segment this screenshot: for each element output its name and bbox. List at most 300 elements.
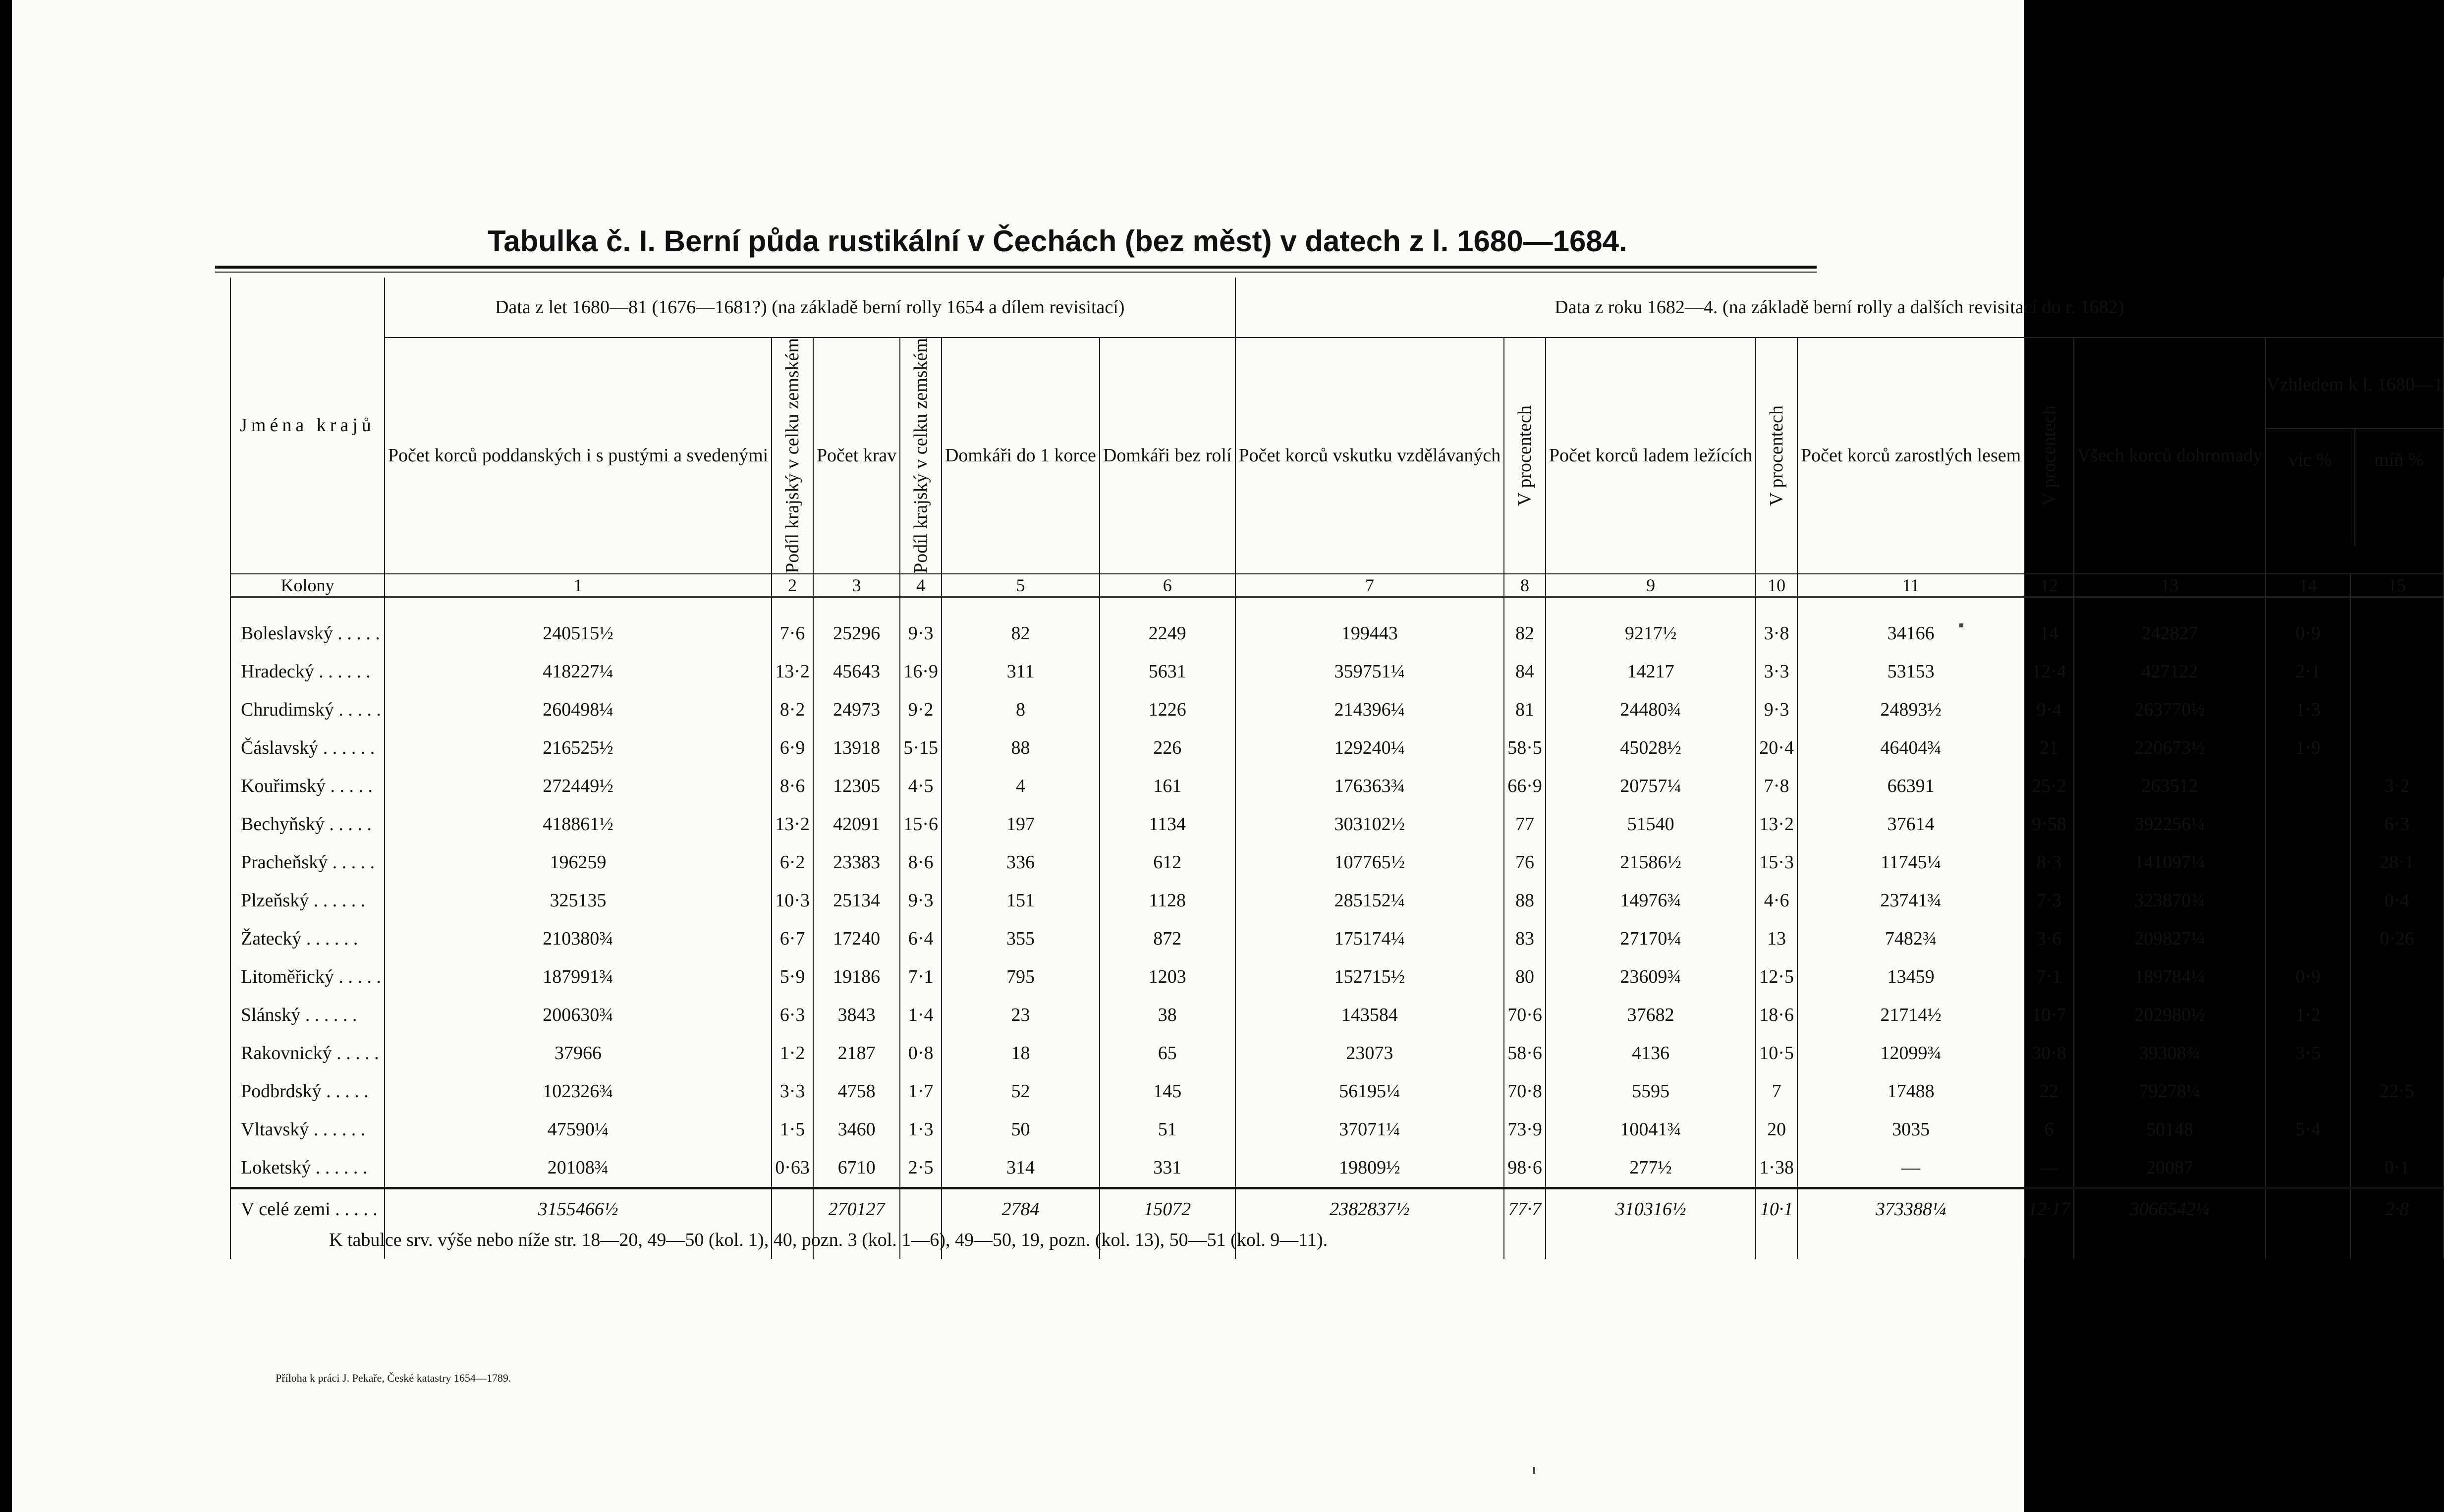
table-cell: 20 xyxy=(1756,1111,1797,1149)
region-name: Rakovnický . . . . . xyxy=(230,1034,385,1072)
table-cell: 199443 xyxy=(1235,615,1504,653)
table-cell: 226 xyxy=(1100,729,1235,767)
column-number: 13 xyxy=(2074,574,2266,597)
table-cell: 9·4 xyxy=(2024,691,2074,729)
table-title: Tabulka č. I. Berní půda rustikální v Čechách (bez měst) v datech z l. 1680—1684. xyxy=(488,224,1627,258)
table-cell: 21 xyxy=(2024,729,2074,767)
table-cell: 3843 xyxy=(813,996,900,1034)
table-cell: 23 xyxy=(942,996,1100,1034)
table-cell: 23741¾ xyxy=(1797,882,2024,920)
table-cell xyxy=(2266,805,2350,843)
footer-credit: Příloha k práci J. Pekaře, České katastry 1654—1789. xyxy=(276,1372,511,1384)
table-cell: 4·6 xyxy=(1756,882,1797,920)
table-cell: 14217 xyxy=(1546,653,1756,691)
table-cell: 45028½ xyxy=(1546,729,1756,767)
table-row xyxy=(230,653,2444,691)
table-cell: 21714½ xyxy=(1797,996,2024,1034)
table-cell: 7482¾ xyxy=(1797,920,2024,958)
table-cell: 51 xyxy=(1100,1111,1235,1149)
table-cell: 872 xyxy=(1100,920,1235,958)
table-cell: 12·4 xyxy=(2024,653,2074,691)
region-name: Chrudimský . . . . . xyxy=(230,691,385,729)
table-cell: 202980½ xyxy=(2074,996,2266,1034)
table-cell: 13·2 xyxy=(772,805,813,843)
table-row xyxy=(230,920,2444,958)
table-cell: 6·4 xyxy=(900,920,942,958)
total-cell: 10·1 xyxy=(1756,1188,1797,1229)
table-cell: 1·38 xyxy=(1756,1149,1797,1188)
table-cell: 52 xyxy=(942,1072,1100,1111)
table-cell: 82 xyxy=(1504,615,1546,653)
table-cell: 152715½ xyxy=(1235,958,1504,996)
table-cell: 355 xyxy=(942,920,1100,958)
table-cell: 427122 xyxy=(2074,653,2266,691)
column-number: 14 xyxy=(2266,574,2350,597)
table-cell: 66·9 xyxy=(1504,767,1546,805)
table-cell: 23609¾ xyxy=(1546,958,1756,996)
table-cell: 20·4 xyxy=(1756,729,1797,767)
region-name: Čáslavský . . . . . . xyxy=(230,729,385,767)
table-cell: 27170¼ xyxy=(1546,920,1756,958)
column-number: 5 xyxy=(942,574,1100,597)
table-cell: 6 xyxy=(2024,1111,2074,1149)
table-cell: 151 xyxy=(942,882,1100,920)
table-cell: 82 xyxy=(942,615,1100,653)
table-cell: 20108¾ xyxy=(385,1149,772,1188)
table-cell: 5·15 xyxy=(900,729,942,767)
table-cell: 17488 xyxy=(1797,1072,2024,1111)
table-cell: 392256¼ xyxy=(2074,805,2266,843)
table-cell: 1·4 xyxy=(900,996,942,1034)
region-name: Bechyňský . . . . . xyxy=(230,805,385,843)
header-group-2: Data z roku 1682—4. (na základě berní rolly a dalších revisitací do r. 1682) xyxy=(1235,278,2444,337)
table-cell: 8·6 xyxy=(900,843,942,882)
table-cell: 50148 xyxy=(2074,1111,2266,1149)
table-cell: 51540 xyxy=(1546,805,1756,843)
table-cell: 24973 xyxy=(813,691,900,729)
table-cell: 242827 xyxy=(2074,615,2266,653)
table-cell: 18 xyxy=(942,1034,1100,1072)
table-cell: 13459 xyxy=(1797,958,2024,996)
table-cell: 8·6 xyxy=(772,767,813,805)
table-cell: 79278¼ xyxy=(2074,1072,2266,1111)
total-cell: 3066542¼ xyxy=(2074,1188,2266,1229)
column-number: 3 xyxy=(813,574,900,597)
table-cell xyxy=(2266,767,2350,805)
column-number: 1 xyxy=(385,574,772,597)
table-cell: 16·9 xyxy=(900,653,942,691)
table-cell: 88 xyxy=(942,729,1100,767)
region-name: Boleslavský . . . . . xyxy=(230,615,385,653)
table-cell: 6·9 xyxy=(772,729,813,767)
table-cell: 6·3 xyxy=(772,996,813,1034)
table-row xyxy=(230,958,2444,996)
kolony-label: Kolony xyxy=(230,574,385,597)
table-cell: 9217½ xyxy=(1546,615,1756,653)
table-cell: 19809½ xyxy=(1235,1149,1504,1188)
table-row xyxy=(230,1111,2444,1149)
region-name: Hradecký . . . . . . xyxy=(230,653,385,691)
table-cell: 6·7 xyxy=(772,920,813,958)
column-number: 12 xyxy=(2024,574,2074,597)
table-cell: 7·6 xyxy=(772,615,813,653)
table-cell: 20757¼ xyxy=(1546,767,1756,805)
header-col-3: Počet krav xyxy=(813,337,900,574)
table-cell: 53153 xyxy=(1797,653,2024,691)
table-row xyxy=(230,843,2444,882)
table-cell: 7 xyxy=(1756,1072,1797,1111)
table-cell: 17240 xyxy=(813,920,900,958)
table-cell: 83 xyxy=(1504,920,1546,958)
table-cell: 6·2 xyxy=(772,843,813,882)
table-cell: 50 xyxy=(942,1111,1100,1149)
table-cell: 4·5 xyxy=(900,767,942,805)
region-name: Pracheňský . . . . . xyxy=(230,843,385,882)
table-cell: 38 xyxy=(1100,996,1235,1034)
table-cell: 5631 xyxy=(1100,653,1235,691)
table-cell: 0·4 xyxy=(2350,882,2444,920)
table-cell: 331 xyxy=(1100,1149,1235,1188)
table-cell: 6710 xyxy=(813,1149,900,1188)
table-cell: 88 xyxy=(1504,882,1546,920)
table-cell: 196259 xyxy=(385,843,772,882)
table-cell: 21586½ xyxy=(1546,843,1756,882)
table-cell: 7·8 xyxy=(1756,767,1797,805)
table-cell: 25·2 xyxy=(2024,767,2074,805)
table-cell: 4136 xyxy=(1546,1034,1756,1072)
table-row xyxy=(230,996,2444,1034)
table-row xyxy=(230,1072,2444,1111)
column-number: 11 xyxy=(1797,574,2024,597)
table-cell: 11745¼ xyxy=(1797,843,2024,882)
region-name: Slánský . . . . . . xyxy=(230,996,385,1034)
table-cell: 3·6 xyxy=(2024,920,2074,958)
column-number: 9 xyxy=(1546,574,1756,597)
header-group-1: Data z let 1680—81 (1676—1681?) (na základě berní rolly 1654 a dílem revisitací) xyxy=(385,278,1235,337)
table-cell: 272449½ xyxy=(385,767,772,805)
table-row xyxy=(230,729,2444,767)
total-cell: 2382837½ xyxy=(1235,1188,1504,1229)
table-cell: 39308¾ xyxy=(2074,1034,2266,1072)
column-number: 6 xyxy=(1100,574,1235,597)
table-cell: 1134 xyxy=(1100,805,1235,843)
table-cell: 359751¼ xyxy=(1235,653,1504,691)
table-cell: 214396¼ xyxy=(1235,691,1504,729)
table-cell: 3·8 xyxy=(1756,615,1797,653)
table-cell: 77 xyxy=(1504,805,1546,843)
table-cell: 1·9 xyxy=(2266,729,2350,767)
header-vzhledem: Vzhledem k l. 1680—1 víc % míň % xyxy=(2266,337,2444,574)
header-col-4: Podíl krajský v celku zemském xyxy=(900,337,942,574)
table-cell: 1·5 xyxy=(772,1111,813,1149)
column-number: 7 xyxy=(1235,574,1504,597)
table-cell: 102326¾ xyxy=(385,1072,772,1111)
table-cell: 210380¾ xyxy=(385,920,772,958)
table-cell: 24480¾ xyxy=(1546,691,1756,729)
table-cell: 25134 xyxy=(813,882,900,920)
table-cell: 13918 xyxy=(813,729,900,767)
table-row xyxy=(230,882,2444,920)
table-cell: 263512 xyxy=(2074,767,2266,805)
table-cell: 107765½ xyxy=(1235,843,1504,882)
header-col-2: Podíl krajský v celku zemském xyxy=(772,337,813,574)
column-number-row xyxy=(230,574,2444,597)
total-cell: 77·7 xyxy=(1504,1188,1546,1229)
total-cell: 15072 xyxy=(1100,1188,1235,1229)
table-cell: 161 xyxy=(1100,767,1235,805)
table-cell: 7·1 xyxy=(2024,958,2074,996)
table-cell: 28·1 xyxy=(2350,843,2444,882)
table-cell: 200630¾ xyxy=(385,996,772,1034)
table-cell: 187991¾ xyxy=(385,958,772,996)
table-cell: 9·58 xyxy=(2024,805,2074,843)
region-name: Kouřimský . . . . . xyxy=(230,767,385,805)
scan-speck xyxy=(1533,1467,1535,1474)
table-cell: 13·2 xyxy=(772,653,813,691)
total-cell: 270127 xyxy=(813,1188,900,1229)
table-cell: 9·3 xyxy=(900,615,942,653)
table-cell xyxy=(2350,1034,2444,1072)
table-cell: 25296 xyxy=(813,615,900,653)
table-cell: 260498¼ xyxy=(385,691,772,729)
table-cell: 5595 xyxy=(1546,1072,1756,1111)
scanned-page xyxy=(12,0,2443,1512)
table-cell: 24893½ xyxy=(1797,691,2024,729)
table-cell: 1·2 xyxy=(2266,996,2350,1034)
table-cell: 336 xyxy=(942,843,1100,882)
table-cell: 10·5 xyxy=(1756,1034,1797,1072)
table-cell: 3·2 xyxy=(2350,767,2444,805)
header-col-14: víc % xyxy=(2266,429,2355,546)
table-cell xyxy=(2350,653,2444,691)
table-cell: 58·5 xyxy=(1504,729,1546,767)
header-col-10: V procentech xyxy=(1756,337,1797,574)
table-cell: 80 xyxy=(1504,958,1546,996)
table-cell: 0·8 xyxy=(900,1034,942,1072)
total-cell xyxy=(772,1188,813,1229)
table-cell: 3·5 xyxy=(2266,1034,2350,1072)
table-cell: 129240¼ xyxy=(1235,729,1504,767)
table-row xyxy=(230,615,2444,653)
table-cell: 42091 xyxy=(813,805,900,843)
table-cell: 14976¾ xyxy=(1546,882,1756,920)
table-cell: 1·7 xyxy=(900,1072,942,1111)
table-cell: 209827¼ xyxy=(2074,920,2266,958)
table-cell: 10041¾ xyxy=(1546,1111,1756,1149)
table-cell: 189784¼ xyxy=(2074,958,2266,996)
table-cell: 2249 xyxy=(1100,615,1235,653)
table-cell xyxy=(2350,691,2444,729)
table-cell: 58·6 xyxy=(1504,1034,1546,1072)
table-cell: 141097¼ xyxy=(2074,843,2266,882)
table-cell: 0·26 xyxy=(2350,920,2444,958)
total-cell: 2784 xyxy=(942,1188,1100,1229)
table-cell: 6·3 xyxy=(2350,805,2444,843)
table-cell: 22 xyxy=(2024,1072,2074,1111)
table-cell: 8·3 xyxy=(2024,843,2074,882)
total-cell: 12·17 xyxy=(2024,1188,2074,1229)
table-cell: 418227¼ xyxy=(385,653,772,691)
total-label: V celé zemi . . . . . xyxy=(230,1188,385,1229)
table-cell: 4 xyxy=(942,767,1100,805)
table-cell: 45643 xyxy=(813,653,900,691)
top-rule-thin xyxy=(215,272,1817,273)
region-name: Podbrdský . . . . . xyxy=(230,1072,385,1111)
table-cell: 3460 xyxy=(813,1111,900,1149)
table-cell: 0·1 xyxy=(2350,1149,2444,1188)
table-cell: 220673½ xyxy=(2074,729,2266,767)
header-names: Jména krajů xyxy=(230,278,385,574)
table-row xyxy=(230,767,2444,805)
table-cell: 285152¼ xyxy=(1235,882,1504,920)
table-cell: — xyxy=(2024,1149,2074,1188)
table-cell: 8 xyxy=(942,691,1100,729)
table-cell: 175174¼ xyxy=(1235,920,1504,958)
table-cell: 65 xyxy=(1100,1034,1235,1072)
table-cell: 1128 xyxy=(1100,882,1235,920)
table-cell: 197 xyxy=(942,805,1100,843)
table-cell: 323870¾ xyxy=(2074,882,2266,920)
table-cell: 0·9 xyxy=(2266,958,2350,996)
table-cell: 9·3 xyxy=(1756,691,1797,729)
table-cell: 12305 xyxy=(813,767,900,805)
table-cell: 1203 xyxy=(1100,958,1235,996)
header-col-13: Všech korců dohromady xyxy=(2074,337,2266,574)
total-cell xyxy=(2266,1188,2350,1229)
table-cell xyxy=(2266,843,2350,882)
total-cell: 310316½ xyxy=(1546,1188,1756,1229)
table-cell: 66391 xyxy=(1797,767,2024,805)
table-cell: 47590¼ xyxy=(385,1111,772,1149)
header-col-7: Počet korců vskutku vzdělávaných xyxy=(1235,337,1504,574)
column-number: 2 xyxy=(772,574,813,597)
table-cell: 5·4 xyxy=(2266,1111,2350,1149)
total-cell: 3155466½ xyxy=(385,1188,772,1229)
table-cell: 73·9 xyxy=(1504,1111,1546,1149)
header-col-6: Domkáři bez rolí xyxy=(1100,337,1235,574)
table-cell xyxy=(2350,958,2444,996)
table-cell: 84 xyxy=(1504,653,1546,691)
table-cell: 1·3 xyxy=(900,1111,942,1149)
header-col-8: V procentech xyxy=(1504,337,1546,574)
table-cell: 3035 xyxy=(1797,1111,2024,1149)
top-rule xyxy=(215,266,1817,269)
scan-speck xyxy=(1959,623,1963,627)
table-cell: 7·1 xyxy=(900,958,942,996)
table-cell: 1·3 xyxy=(2266,691,2350,729)
table-cell xyxy=(2350,1111,2444,1149)
header-col-5: Domkáři do 1 korce xyxy=(942,337,1100,574)
table-cell: 37071¼ xyxy=(1235,1111,1504,1149)
land-table xyxy=(230,278,2444,1259)
total-cell: 373388¼ xyxy=(1797,1188,2024,1229)
region-name: Loketský . . . . . . xyxy=(230,1149,385,1188)
column-number: 4 xyxy=(900,574,942,597)
table-cell: 70·8 xyxy=(1504,1072,1546,1111)
table-cell: 5·9 xyxy=(772,958,813,996)
region-name: Vltavský . . . . . . xyxy=(230,1111,385,1149)
table-cell xyxy=(2266,1072,2350,1111)
table-cell: 37682 xyxy=(1546,996,1756,1034)
table-cell: 2·5 xyxy=(900,1149,942,1188)
table-cell: 22·5 xyxy=(2350,1072,2444,1111)
table-cell: 12·5 xyxy=(1756,958,1797,996)
header-col-12: V procentech xyxy=(2024,337,2074,574)
table-cell: 143584 xyxy=(1235,996,1504,1034)
table-cell: 10·7 xyxy=(2024,996,2074,1034)
table-cell: 2·1 xyxy=(2266,653,2350,691)
table-row xyxy=(230,1034,2444,1072)
table-cell: 3·3 xyxy=(1756,653,1797,691)
table-cell: 145 xyxy=(1100,1072,1235,1111)
column-number: 15 xyxy=(2350,574,2444,597)
table-cell: 70·6 xyxy=(1504,996,1546,1034)
header-col-9: Počet korců ladem ležících xyxy=(1546,337,1756,574)
table-cell: 12099¾ xyxy=(1797,1034,2024,1072)
region-name: Žatecký . . . . . . xyxy=(230,920,385,958)
table-cell: 0·9 xyxy=(2266,615,2350,653)
total-cell xyxy=(900,1188,942,1229)
table-row xyxy=(230,691,2444,729)
column-number: 8 xyxy=(1504,574,1546,597)
table-cell: 14 xyxy=(2024,615,2074,653)
table-cell: 18·6 xyxy=(1756,996,1797,1034)
table-cell: 263770½ xyxy=(2074,691,2266,729)
table-cell: 612 xyxy=(1100,843,1235,882)
header-col-1: Počet korců poddanských i s pustými a svedenými xyxy=(385,337,772,574)
table-cell: 37966 xyxy=(385,1034,772,1072)
table-cell: 0·63 xyxy=(772,1149,813,1188)
table-cell: 34166 xyxy=(1797,615,2024,653)
table-cell: 303102½ xyxy=(1235,805,1504,843)
table-cell: 37614 xyxy=(1797,805,2024,843)
total-cell: 2·8 xyxy=(2350,1188,2444,1229)
table-cell xyxy=(2350,615,2444,653)
table-cell: 240515½ xyxy=(385,615,772,653)
table-cell: 314 xyxy=(942,1149,1100,1188)
table-cell: 13·2 xyxy=(1756,805,1797,843)
table-cell: 23383 xyxy=(813,843,900,882)
table-cell: 277½ xyxy=(1546,1149,1756,1188)
table-cell: 20087 xyxy=(2074,1149,2266,1188)
table-cell: 76 xyxy=(1504,843,1546,882)
table-cell: 7·3 xyxy=(2024,882,2074,920)
table-cell: 2187 xyxy=(813,1034,900,1072)
table-cell: 81 xyxy=(1504,691,1546,729)
table-cell xyxy=(2266,1149,2350,1188)
table-cell: 30·8 xyxy=(2024,1034,2074,1072)
table-cell: 418861½ xyxy=(385,805,772,843)
table-cell: 19186 xyxy=(813,958,900,996)
table-cell: 325135 xyxy=(385,882,772,920)
table-cell: 9·2 xyxy=(900,691,942,729)
table-cell: 3·3 xyxy=(772,1072,813,1111)
table-cell: 311 xyxy=(942,653,1100,691)
table-cell: 23073 xyxy=(1235,1034,1504,1072)
table-cell: 10·3 xyxy=(772,882,813,920)
table-cell: 15·3 xyxy=(1756,843,1797,882)
table-cell: 56195¼ xyxy=(1235,1072,1504,1111)
table-cell: 795 xyxy=(942,958,1100,996)
table-cell: 15·6 xyxy=(900,805,942,843)
total-row xyxy=(230,1188,2444,1229)
header-col-11: Počet korců zarostlých lesem xyxy=(1797,337,2024,574)
table-cell: 98·6 xyxy=(1504,1149,1546,1188)
column-number: 10 xyxy=(1756,574,1797,597)
region-name: Litoměřický . . . . . xyxy=(230,958,385,996)
table-cell xyxy=(2350,729,2444,767)
table-cell: 1·2 xyxy=(772,1034,813,1072)
